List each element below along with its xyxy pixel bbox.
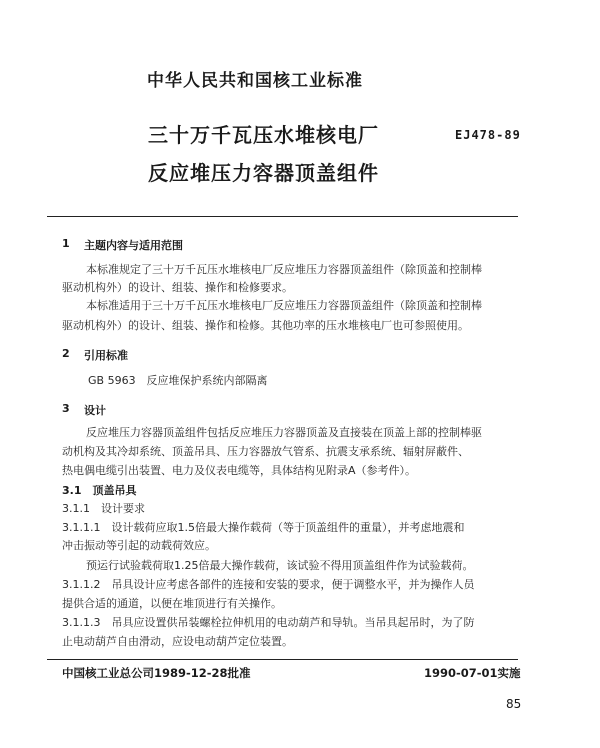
section-3-test-load: 预运行试验载荷取1.25倍最大操作载荷，该试验不得用顶盖组件作为试验载荷。: [86, 559, 474, 572]
section-2-number: 2: [62, 347, 70, 360]
section-2-reference: GB 5963 反应堆保护系统内部隔离: [88, 374, 268, 387]
section-3-1-1-2-line2: 提供合适的通道，以便在堆顶进行有关操作。: [62, 597, 282, 610]
bottom-divider: [47, 659, 518, 660]
section-3-1-1-1-line1: 3.1.1.1 设计载荷应取1.5倍最大操作载荷（等于顶盖组件的重量），并考虑地震和: [62, 521, 465, 534]
section-3-para-line1: 反应堆压力容器顶盖组件包括反应堆压力容器顶盖及直接装在顶盖上部的控制棒驱: [86, 426, 482, 439]
section-3-1-1-3-line2: 止电动葫芦自由滑动，应设电动葫芦定位装置。: [62, 635, 293, 648]
standard-code: EJ478-89: [455, 128, 521, 142]
section-1-para2-line1: 本标准适用于三十万千瓦压水堆核电厂反应堆压力容器顶盖组件（除顶盖和控制棒: [86, 299, 482, 312]
section-3-1-1-3-line1: 3.1.1.3 吊具应设置供吊装螺栓拉伸机用的电动葫芦和导轨。当吊具起吊时，为了防: [62, 616, 475, 629]
section-3-para-line3: 热电偶电缆引出装置、电力及仪表电缆等，具体结构见附录A（参考件）。: [62, 464, 417, 477]
standard-header: 中华人民共和国核工业标准: [147, 71, 363, 91]
section-3-para-line2: 动机构及其冷却系统、顶盖吊具、压力容器放气管系、抗震支承系统、辐射屏蔽件、: [62, 445, 469, 458]
section-3-number: 3: [62, 402, 70, 415]
section-3-1-1-heading: 3.1.1 设计要求: [62, 502, 145, 515]
section-3-1-heading: 3.1 顶盖吊具: [62, 484, 137, 497]
section-1-heading: 主题内容与适用范围: [84, 239, 183, 252]
top-divider: [47, 216, 518, 217]
section-3-1-1-2-line1: 3.1.1.2 吊具设计应考虑各部件的连接和安装的要求，便于调整水平，并为操作人员: [62, 578, 475, 591]
section-3-1-1-1-line2: 冲击振动等引起的动载荷效应。: [62, 539, 216, 552]
section-1-para1-line2: 驱动机构外）的设计、组装、操作和检修要求。: [62, 281, 293, 294]
approval-date: 中国核工业总公司1989-12-28批准: [62, 666, 251, 680]
section-1-para1-line1: 本标准规定了三十万千瓦压水堆核电厂反应堆压力容器顶盖组件（除顶盖和控制棒: [86, 263, 482, 276]
effective-date: 1990-07-01实施: [424, 666, 521, 680]
document-title-line1: 三十万千瓦压水堆核电厂: [148, 123, 379, 147]
page-number: 85: [506, 697, 522, 711]
section-2-heading: 引用标准: [84, 349, 128, 362]
section-1-para2-line2: 驱动机构外）的设计、组装、操作和检修。其他功率的压水堆核电厂也可参照使用。: [62, 319, 469, 332]
document-title-line2: 反应堆压力容器顶盖组件: [148, 161, 379, 185]
section-1-number: 1: [62, 237, 70, 250]
section-3-heading: 设计: [84, 404, 106, 417]
